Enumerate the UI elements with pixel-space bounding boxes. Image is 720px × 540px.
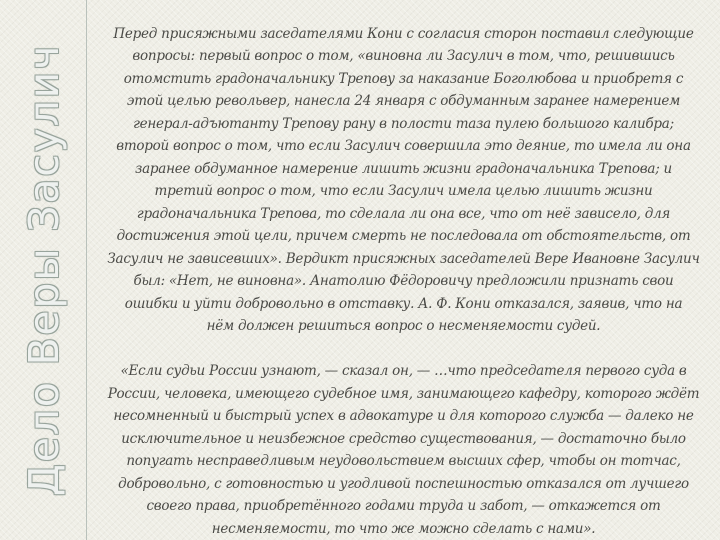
slide-title: Дело Веры Засулич (20, 43, 68, 497)
paragraph-koni-quote: «Если судьи России узнают, — сказал он, — …что председателя первого суда в России, человека, имеющего судебное имя, занимающего кафедру, которого ждёт несомненный и быстрый успех в адвокатуре и для которого служба — далеко не исключительное и неизбежное средство существования, — достаточно было попугать несправедливым неудовольствием высших сфер, чтобы он тотчас, добровольно, с готовностью и угодливой поспешностью отказался от лучшего своего права, приобретённого годами труда и забот, — откажется от несменяемости, то что же можно сделать с нами». (107, 363, 700, 537)
paragraph-verdict: Перед присяжными заседателями Кони с согласия сторон поставил следующие вопросы: первый вопрос о том, «виновна ли Засулич в том, что, решившись отомстить градоначальнику Трепову за наказание Боголюбова и приобретя с этой целью револьвер, нанесла 24 января с обдуманным заранее намерением генерал-адъютанту Трепову рану в полости таза пулею большого калибра; второй вопрос о том, что если Засулич совершила это деяние, то имела ли она заранее обдуманное намерение лишить жизни градоначальника Трепова; и третий вопрос о том, что если Засулич имела целью лишить жизни градоначальника Трепова, то сделала ли она все, что от неё зависело, для достижения этой цели, причем смерть не последовала от обстоятельств, от Засулич не зависевших». Вердикт присяжных заседателей Вере Ивановне Засулич был: «Нет, не виновна». Анатолию Фёдоровичу предложили признать свои ошибки и уйти добровольно в отставку. А. Ф. Кони отказался, заявив, что на нём должен решиться вопрос о несменяемости судей. (107, 25, 700, 334)
body-text (93, 0, 714, 540)
title-divider (86, 0, 87, 540)
title-strip (0, 0, 86, 540)
